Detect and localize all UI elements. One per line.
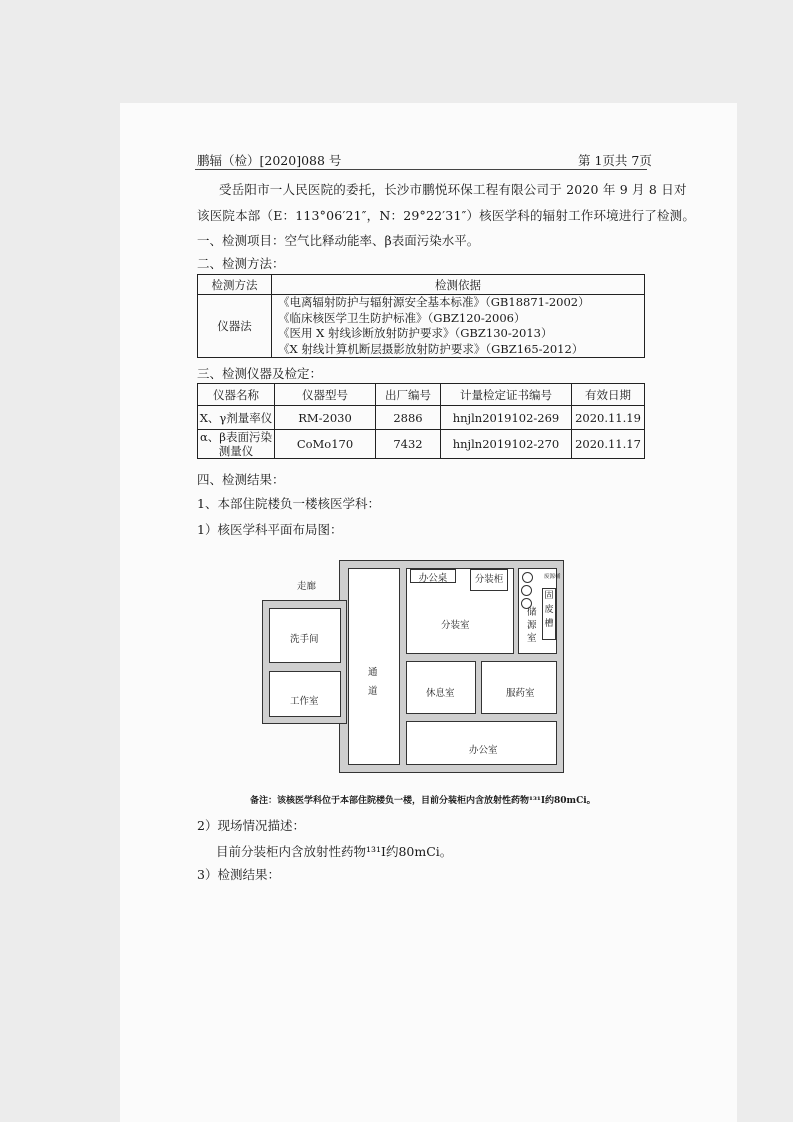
dispense-label: 分装室 [441, 620, 470, 631]
section-3-title: 三、检测仪器及检定： [197, 366, 323, 381]
work-label: 工作室 [290, 696, 319, 707]
solid-waste-tank: 固 废 槽 [542, 588, 556, 640]
cell-serial: 7432 [376, 430, 441, 459]
floor-plan [262, 558, 572, 783]
scene-description: 目前分装柜内含放射性药物¹³¹I约80mCi。 [216, 844, 453, 859]
subsection-1-title: 1、本部住院楼负一楼核医学科： [197, 496, 380, 511]
methods-header-basis: 检测依据 [272, 275, 645, 295]
methods-table [197, 274, 645, 358]
instruments-table [197, 383, 645, 459]
passage-label-1: 通 [368, 667, 378, 678]
instr-header-valid: 有效日期 [572, 384, 645, 406]
instr-header-name: 仪器名称 [198, 384, 275, 406]
cell-name: X、γ剂量率仪 [198, 406, 275, 430]
cell-valid: 2020.11.17 [572, 430, 645, 459]
cell-valid: 2020.11.19 [572, 406, 645, 430]
table-row [198, 406, 645, 430]
subsection-2-title: 2）现场情况描述： [197, 818, 305, 833]
waste-bin-label: 废源桶 [544, 574, 561, 580]
methods-header-method: 检测方法 [198, 275, 272, 295]
cell-name: α、β表面污染测量仪 [198, 430, 275, 459]
table-row [198, 430, 645, 459]
bin-circle-icon [521, 585, 532, 596]
plan-note: 备注：该核医学科位于本部住院楼负一楼，目前分装柜内含放射性药物¹³¹I约80mCi。 [250, 796, 596, 806]
passage-label-2: 道 [368, 686, 378, 697]
corridor-label: 走廊 [297, 581, 317, 592]
section-1-title: 一、检测项目：空气比释动能率、β表面污染水平。 [197, 233, 480, 248]
cell-model: RM-2030 [275, 406, 376, 430]
cell-serial: 2886 [376, 406, 441, 430]
intro-line-1: 受岳阳市一人民医院的委托，长沙市鹏悦环保工程有限公司于 2020 年 9 月 8 日对 [219, 182, 687, 197]
instr-header-cert: 计量检定证书编号 [441, 384, 572, 406]
cell-cert: hnjln2019102-270 [441, 430, 572, 459]
cell-model: CoMo170 [275, 430, 376, 459]
method-cell: 仪器法 [198, 295, 272, 358]
instr-header-serial: 出厂编号 [376, 384, 441, 406]
medication-label: 服药室 [506, 688, 535, 699]
wash-label: 洗手间 [290, 634, 319, 645]
page-info: 第 1页共 7页 [578, 153, 652, 168]
standard-item: 《电离辐射防护与辐射源安全基本标准》（GB18871-2002） [278, 295, 590, 309]
office-label: 办公室 [469, 745, 498, 756]
standard-item: 《X 射线计算机断层摄影放射防护要求》（GBZ165-2012） [278, 341, 584, 356]
header-rule [195, 169, 647, 170]
cell-cert: hnjln2019102-269 [441, 406, 572, 430]
section-4-title: 四、检测结果： [197, 472, 285, 487]
subsection-1-1-title: 1）核医学科平面布局图： [197, 522, 343, 537]
instr-header-model: 仪器型号 [275, 384, 376, 406]
bin-circle-icon [522, 572, 533, 583]
document-number: 鹏辐（检）[2020]088 号 [197, 153, 342, 168]
section-2-title: 二、检测方法： [197, 256, 285, 271]
intro-line-2: 该医院本部（E：113°06′21″，N：29°22′31″）核医学科的辐射工作环境进行了检测。 [197, 208, 696, 223]
rest-label: 休息室 [426, 688, 455, 699]
subsection-3-title: 3）检测结果： [197, 867, 280, 882]
storage-label: 储 源 室 [527, 607, 537, 644]
standard-item: 《医用 X 射线诊断放射防护要求》（GBZ130-2013） [278, 326, 553, 340]
standard-item: 《临床核医学卫生防护标准》（GBZ120-2006） [278, 310, 526, 325]
standards-cell [272, 295, 645, 358]
dispense-cabinet: 分装柜 [470, 569, 508, 591]
desk: 办公桌 [410, 569, 456, 583]
